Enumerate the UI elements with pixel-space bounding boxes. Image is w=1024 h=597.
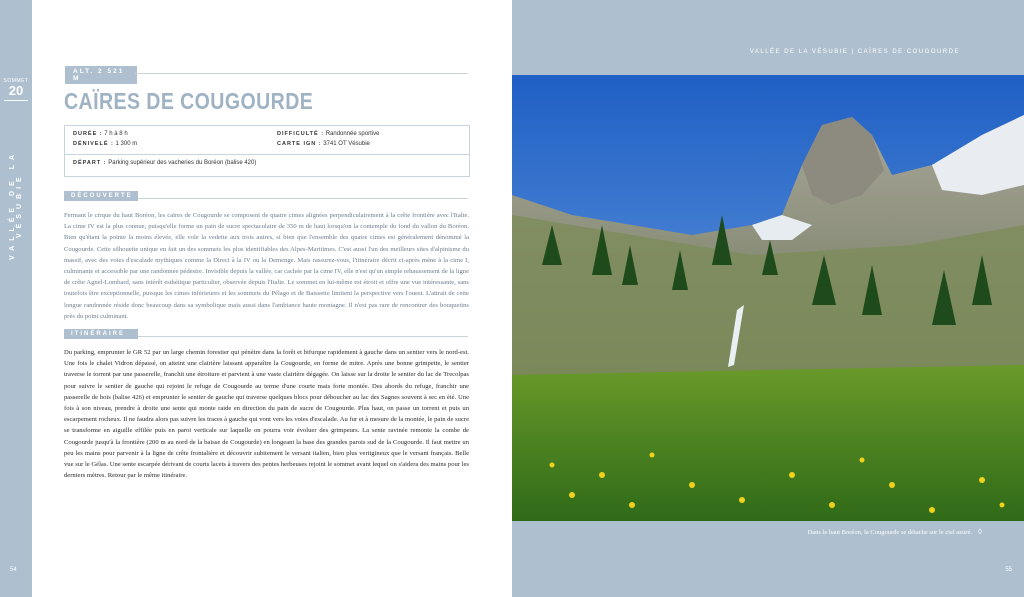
sommet-label: SOMMET [3, 78, 29, 84]
section-decouverte-heading: DÉCOUVERTE [64, 191, 138, 201]
running-head [750, 49, 960, 55]
info-divider [65, 154, 469, 155]
photo-illustration [512, 75, 1024, 521]
duree-label: DURÉE : [73, 131, 103, 137]
itineraire-paragraph: Du parking, emprunter le GR 52 par un large chemin forestier qui pénètre dans la forêt et bifurque rapidement à gauche dans un sentier vers le nord-est. Une fois le chalet Vidron dépassé, on atteint une clairière laissant apparaître la Cougourde, en forme de mitre. Après une bonne grimpette, le sentier traverse le torrent par une passerelle, franchit une étroiture et parvient à une vaste clairière dégagée. On laisse sur la droite le sentier du lac de Trecolpas pour suivre le sentier de gauche qui rejoint le refuge de Cougourde au terme d'une courte mais forte montée. Des abords du refuge, franchir une passerelle de bois (balise 426) et emprunter le sentier de gauche qui traverse quelques blocs pour déboucher au lac des Sagnes souvent à sec en été. Une fois à son niveau, prendre à droite une sente qui monte raide en direction du pain de sucre de Cougourde. Plus haut, on passe un torrent et puis un escarpement rocheux. Il ne faudra alors pas suivre les traces à gauche qui vont vers les voies d'escalade. Au fur et à mesure de la montée, le pain de sucre se transforme en aiguille effilée puis en paroi verticale sur laquelle on pourra voir évoluer des grimpeurs. La sente ravinée remonte la combe de Cougourde jusqu'à la frontière (200 m au nord de la baisse de Cougourde) en longeant la base des grandes parois sud de la Cougourde. Il faut mettre un peu les mains pour parvenir à la ligne de crête frontalière et découvrir subitement le versant italien, bien plus vertigineux que le versant français. Belle vue sur le Gélas. Une sente escarpée dérivant de courts lacets à travers des pentes herbeuses rejoint le sommet avant lequel on s'aidera des mains pour les derniers mètres. Retour par le même itinéraire. [64, 349, 469, 480]
altitude-badge: ALT. 2 521 M [65, 66, 137, 84]
running-head-separator: | [851, 49, 855, 55]
difficulte-value: Randonnée sportive [325, 131, 380, 137]
section-itineraire-rule [138, 336, 468, 337]
section-itineraire-heading: ITINÉRAIRE [64, 329, 138, 339]
sommet-divider [4, 100, 28, 101]
carte-value: 3741 OT Vésubie [323, 141, 370, 147]
duree-value: 7 h à 8 h [104, 131, 128, 137]
page-title: CAÏRES DE COUGOURDE [64, 88, 314, 114]
depart-row [73, 160, 256, 166]
denivele-label: DÉNIVELÉ : [73, 141, 114, 147]
depart-value: Parking supérieur des vacheries du Boréon (balise 420) [108, 160, 257, 166]
duree-row [73, 131, 128, 137]
difficulte-row [277, 131, 379, 137]
side-title: VALLÉE DE LA VÉSUBIE [9, 149, 23, 261]
page-number-left: 54 [10, 567, 17, 573]
sommet-number: 20 [8, 83, 24, 98]
sommet-badge [0, 78, 32, 101]
camera-icon: ◊ [978, 527, 982, 536]
mountain-meadow-photo [512, 75, 1024, 521]
difficulte-label: DIFFICULTÉ : [277, 131, 325, 137]
carte-label: CARTE IGN : [277, 141, 322, 147]
denivele-row [73, 141, 137, 147]
info-box [64, 125, 470, 177]
photo-caption: Dans le haut Boréon, la Cougourde se détache sur le ciel azuré. [807, 529, 972, 536]
decouverte-paragraph: Fermant le cirque du haut Boréon, les caïres de Cougourde se composent de quatre cimes alignées perpendiculairement à la crête frontière avec l'Italie. La cime IV est la plus connue, puisqu'elle forme un pain de sucre spectaculaire de 350 m de haut lorsqu'on la contemple du fond du vallon du Boréon. Bien qu'étant la pointe la moins élevée, elle vole la vedette aux trois autres, si bien que l'ensemble des quatre cimes est généralement dénommé la Cougourde. Cette silhouette unique en fait un des sommets les plus identifiables des Alpes-Maritimes. C'est aussi l'un des meilleurs sites d'alpinisme du massif, avec des voies d'escalade mythiques comme la Direct à la IV ou la Demenge. Mais rassurez-vous, l'itinéraire décrit ci-après mène à la cime I, culminante et accessible par une randonnée pédestre. Invisible depuis la vallée, car cachée par la cime IV, elle n'est qu'un simple rehaussement de la ligne de crête Agnel-Lombard, sans intérêt esthétique particulier, observée depuis l'Italie. Le sommet en lui-même est étroit et offre une vue intéressante, sans toutefois être exceptionnelle, puisque les cimes inférieures et les sommets du Pélago et de Baissette limitent la perspective vers l'ouest. L'attrait de cette longue randonnée réside donc beaucoup dans sa symbolique mais aussi dans l'ambiance haute montagne. Il n'est pas rare de rencontrer des bouquetins près du point culminant. [64, 212, 469, 320]
carte-row [277, 141, 370, 147]
altitude-rule [135, 73, 468, 74]
section-decouverte-rule [138, 198, 468, 199]
denivele-value: 1 300 m [115, 141, 138, 147]
page-number-right: 55 [1005, 567, 1012, 573]
running-head-title: CAÏRES DE COUGOURDE [857, 49, 960, 55]
running-head-section: VALLÉE DE LA VÉSUBIE [749, 49, 849, 55]
depart-label: DÉPART : [73, 160, 107, 166]
